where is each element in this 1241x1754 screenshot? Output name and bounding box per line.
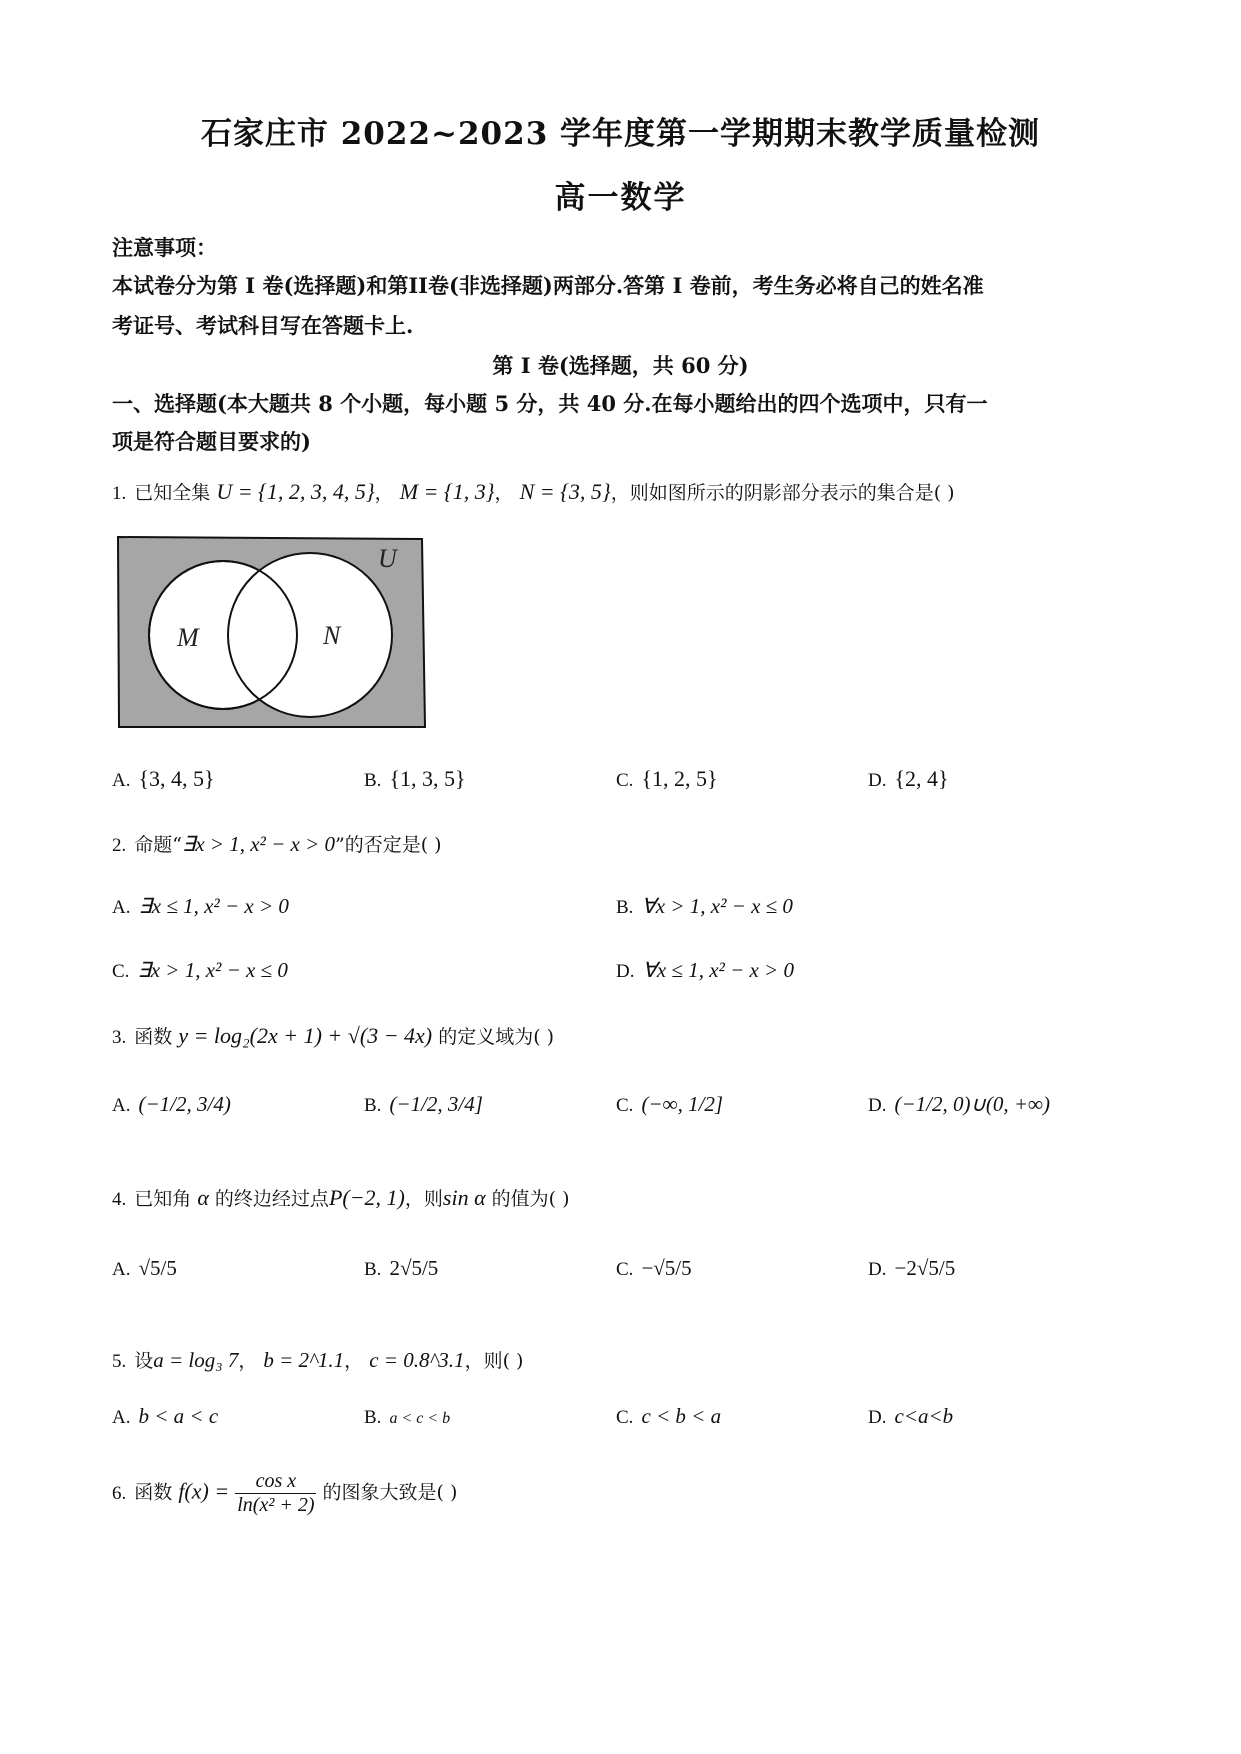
question-3 xyxy=(112,1022,554,1049)
q4-alpha: α xyxy=(197,1185,209,1210)
q2-option-c[interactable] xyxy=(112,958,288,983)
option-label: B. xyxy=(364,1407,382,1428)
option-text: {1, 3, 5} xyxy=(389,766,466,791)
option-text: ∃x ≤ 1, x² − x > 0 xyxy=(138,894,289,918)
option-label: B. xyxy=(616,897,634,918)
option-text: {1, 2, 5} xyxy=(641,766,718,791)
venn-label-m: M xyxy=(177,623,199,652)
option-label: C. xyxy=(616,770,634,791)
option-text: 2√5/5 xyxy=(389,1256,439,1280)
notice-heading: 注意事项： xyxy=(112,235,217,260)
option-text: (−∞, 1/2] xyxy=(641,1092,724,1116)
q2-option-d[interactable] xyxy=(616,958,794,983)
q3-option-d[interactable] xyxy=(868,1092,1050,1117)
option-label: B. xyxy=(364,770,382,791)
q4-point: P(−2, 1) xyxy=(328,1185,405,1210)
option-text: {3, 4, 5} xyxy=(138,766,215,791)
q5-suffix: ，则( ) xyxy=(464,1350,524,1372)
option-label: D. xyxy=(868,1095,887,1116)
q4-option-b[interactable] xyxy=(364,1256,438,1281)
q4-option-d[interactable] xyxy=(868,1256,955,1281)
notice-line-1: 本试卷分为第 I 卷(选择题)和第II卷(非选择题)两部分.答第 I 卷前，考生务必将自己的姓名准 xyxy=(112,273,984,298)
question-4 xyxy=(112,1184,570,1211)
q2-option-b[interactable] xyxy=(616,894,793,919)
option-label: A. xyxy=(112,1407,131,1428)
q5-option-a[interactable] xyxy=(112,1404,218,1429)
option-text: √5/5 xyxy=(138,1256,177,1280)
q6-lhs: f(x) = xyxy=(178,1478,230,1504)
venn-label-n: N xyxy=(323,621,341,650)
q4-option-a[interactable] xyxy=(112,1256,177,1281)
q1-sep: ， xyxy=(374,482,394,504)
exam-title: 石家庄市 2022~2023 学年度第一学期期末教学质量检测 xyxy=(200,116,1041,152)
q3-suffix: 的定义域为( ) xyxy=(438,1026,555,1048)
option-text: b < a < c xyxy=(138,1404,219,1428)
q1-option-d[interactable] xyxy=(868,766,949,792)
q6-fraction xyxy=(235,1470,316,1517)
option-text: (−1/2, 3/4] xyxy=(389,1092,483,1116)
venn-diagram xyxy=(116,535,428,731)
option-text: (−1/2, 3/4) xyxy=(138,1092,231,1116)
option-text: ∀x > 1, x² − x ≤ 0 xyxy=(641,894,793,918)
option-label: C. xyxy=(616,1259,634,1280)
part-instructions-line-1: 一、选择题(本大题共 8 个小题，每小题 5 分，共 40 分.在每小题给出的四个选项中，只有一 xyxy=(112,391,988,416)
option-text: c < b < a xyxy=(641,1404,722,1428)
q6-prefix: 函数 xyxy=(134,1481,173,1504)
option-text: −√5/5 xyxy=(641,1256,692,1280)
venn-circle-n xyxy=(228,553,392,717)
q2-expression: ∃x > 1, x² − x > 0 xyxy=(181,832,336,856)
q1-set-n: N = {3, 5} xyxy=(519,479,611,504)
q3-prefix: 函数 xyxy=(134,1026,173,1048)
section-title: 第 I 卷(选择题，共 60 分) xyxy=(492,353,749,378)
question-number: 6. xyxy=(112,1482,127,1504)
exam-subject: 高一数学 xyxy=(554,180,687,216)
q4-mid2: ，则 xyxy=(404,1188,443,1210)
part-instructions-line-2: 项是符合题目要求的) xyxy=(112,429,311,454)
option-text: −2√5/5 xyxy=(894,1256,956,1280)
q3-expression: y = log₂(2x + 1) + √(3 − 4x) xyxy=(178,1023,433,1048)
question-1 xyxy=(112,478,955,505)
q6-denominator: ln(x² + 2) xyxy=(237,1494,315,1516)
q4-suffix: 的值为( ) xyxy=(491,1188,570,1210)
option-label: B. xyxy=(364,1259,382,1280)
option-label: C. xyxy=(616,1407,634,1428)
question-number: 2. xyxy=(112,835,127,856)
question-number: 3. xyxy=(112,1027,127,1048)
question-6 xyxy=(112,1470,457,1517)
venn-label-u: U xyxy=(378,544,397,573)
option-label: D. xyxy=(868,1259,887,1280)
q3-option-c[interactable] xyxy=(616,1092,723,1117)
q3-option-a[interactable] xyxy=(112,1092,231,1117)
question-number: 4. xyxy=(112,1189,127,1210)
q5-b: b = 2^1.1 xyxy=(263,1348,345,1372)
q4-option-c[interactable] xyxy=(616,1256,692,1281)
q5-option-d[interactable] xyxy=(868,1404,953,1429)
question-2 xyxy=(112,830,442,857)
option-label: A. xyxy=(112,897,131,918)
option-label: D. xyxy=(868,1407,887,1428)
q1-option-a[interactable] xyxy=(112,766,215,792)
option-text: c<a<b xyxy=(894,1404,954,1428)
option-text: ∀x ≤ 1, x² − x > 0 xyxy=(642,958,794,982)
question-number: 1. xyxy=(112,483,127,504)
option-text: (−1/2, 0)∪(0, +∞) xyxy=(894,1092,1050,1116)
q1-prefix: 已知全集 xyxy=(134,482,211,504)
q2-prefix: 命题“ xyxy=(134,834,182,856)
q5-option-c[interactable] xyxy=(616,1404,721,1429)
q2-option-a[interactable] xyxy=(112,894,289,919)
option-label: C. xyxy=(112,961,130,982)
notice-line-2: 考证号、考试科目写在答题卡上. xyxy=(112,313,414,338)
q5-option-b[interactable] xyxy=(364,1404,450,1429)
option-label: A. xyxy=(112,1095,131,1116)
q2-suffix: ”的否定是( ) xyxy=(335,834,442,856)
q1-set-m: M = {1, 3} xyxy=(399,479,495,504)
q5-prefix: 设 xyxy=(134,1350,154,1372)
q1-option-c[interactable] xyxy=(616,766,718,792)
option-label: C. xyxy=(616,1095,634,1116)
option-label: A. xyxy=(112,1259,131,1280)
q4-sin: sin α xyxy=(442,1185,486,1210)
q1-sep-2: ， xyxy=(494,482,514,504)
option-text: ∃x > 1, x² − x ≤ 0 xyxy=(137,958,288,982)
question-5: 5. 设a = log₃ 7， b = 2^1.1， c = 0.8^3.1，则( ) xyxy=(112,1348,524,1372)
q1-suffix: ，则如图所示的阴影部分表示的集合是( ) xyxy=(610,482,955,504)
q1-universal-set: U = {1, 2, 3, 4, 5} xyxy=(216,479,375,504)
option-text: {2, 4} xyxy=(894,766,949,791)
q6-numerator: cos x xyxy=(235,1470,316,1494)
option-label: A. xyxy=(112,770,131,791)
q4-mid: 的终边经过点 xyxy=(214,1188,329,1210)
q4-prefix: 已知角 xyxy=(134,1188,192,1210)
q5-a: a = log₃ 7 xyxy=(153,1348,239,1372)
option-label: B. xyxy=(364,1095,382,1116)
q3-option-b[interactable] xyxy=(364,1092,483,1117)
q1-option-b[interactable] xyxy=(364,766,466,792)
q5-c: c = 0.8^3.1 xyxy=(369,1348,465,1372)
q6-suffix: 的图象大致是( ) xyxy=(322,1481,458,1504)
option-label: D. xyxy=(868,770,887,791)
option-text: a < c < b xyxy=(389,1410,451,1427)
question-number: 5. xyxy=(112,1351,127,1372)
option-label: D. xyxy=(616,961,635,982)
